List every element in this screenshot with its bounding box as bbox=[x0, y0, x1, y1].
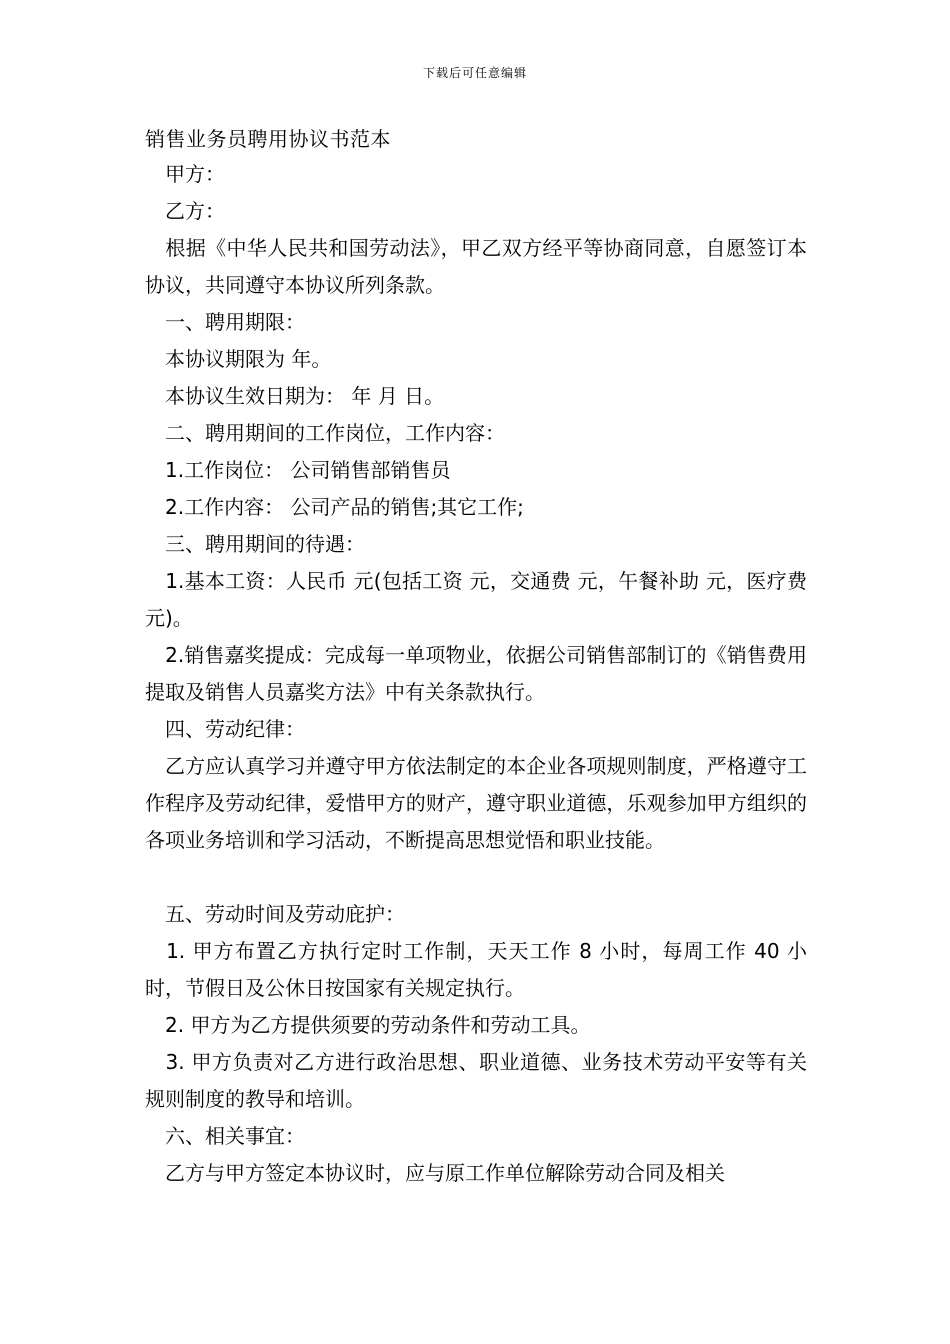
party-a-line: 甲方： bbox=[145, 162, 225, 186]
related-matters-paragraph: 乙方与甲方签定本协议时，应与原工作单位解除劳动合同及相关 bbox=[145, 1161, 725, 1185]
section-heading-discipline: 四、劳动纪律： bbox=[145, 717, 305, 741]
document-title: 销售业务员聘用协议书范本 bbox=[145, 127, 391, 151]
section-heading-related-matters: 六、相关事宜： bbox=[145, 1124, 305, 1148]
basic-salary-paragraph: 1.基本工资：人民币 元(包括工资 元，交通费 元，午餐补助 元，医疗费 元)。 bbox=[145, 569, 807, 630]
section-heading-compensation: 三、聘用期间的待遇： bbox=[145, 532, 365, 556]
section-heading-term: 一、聘用期限： bbox=[145, 310, 305, 334]
preamble-paragraph: 根据《中华人民共和国劳动法》，甲乙双方经平等协商同意，自愿签订本协议，共同遵守本协议所列条款。 bbox=[145, 236, 807, 297]
term-duration-line: 本协议期限为 年。 bbox=[145, 347, 332, 371]
section-heading-working-hours: 五、劳动时间及劳动庇护： bbox=[145, 902, 405, 926]
discipline-paragraph: 乙方应认真学习并遵守甲方依法制定的本企业各项规则制度，严格遵守工作程序及劳动纪律，爱惜甲方的财产，遵守职业道德，乐观参加甲方组织的各项业务培训和学习活动，不断提高思想觉悟和职业技能。 bbox=[145, 754, 807, 852]
page-header: 下载后可任意编辑 bbox=[422, 66, 527, 80]
effective-date-line: 本协议生效日期为： 年 月 日。 bbox=[145, 384, 445, 408]
section-heading-position: 二、聘用期间的工作岗位，工作内容： bbox=[145, 421, 505, 445]
party-b-line: 乙方： bbox=[145, 199, 225, 223]
job-content-line: 2.工作内容： 公司产品的销售;其它工作; bbox=[145, 495, 524, 519]
working-conditions-line: 2. 甲方为乙方提供须要的劳动条件和劳动工具。 bbox=[145, 1013, 591, 1037]
commission-paragraph: 2.销售嘉奖提成：完成每一单项物业，依据公司销售部制订的《销售费用提取及销售人员嘉奖方法》中有关条款执行。 bbox=[145, 643, 807, 704]
position-line: 1.工作岗位： 公司销售部销售员 bbox=[145, 458, 451, 482]
working-hours-paragraph: 1. 甲方布置乙方执行定时工作制，天天工作 8 小时，每周工作 40 小时，节假日及公休日按国家有关规定执行。 bbox=[145, 939, 807, 1000]
training-paragraph: 3. 甲方负责对乙方进行政治思想、职业道德、业务技术劳动平安等有关规则制度的教导和培训。 bbox=[145, 1050, 807, 1111]
